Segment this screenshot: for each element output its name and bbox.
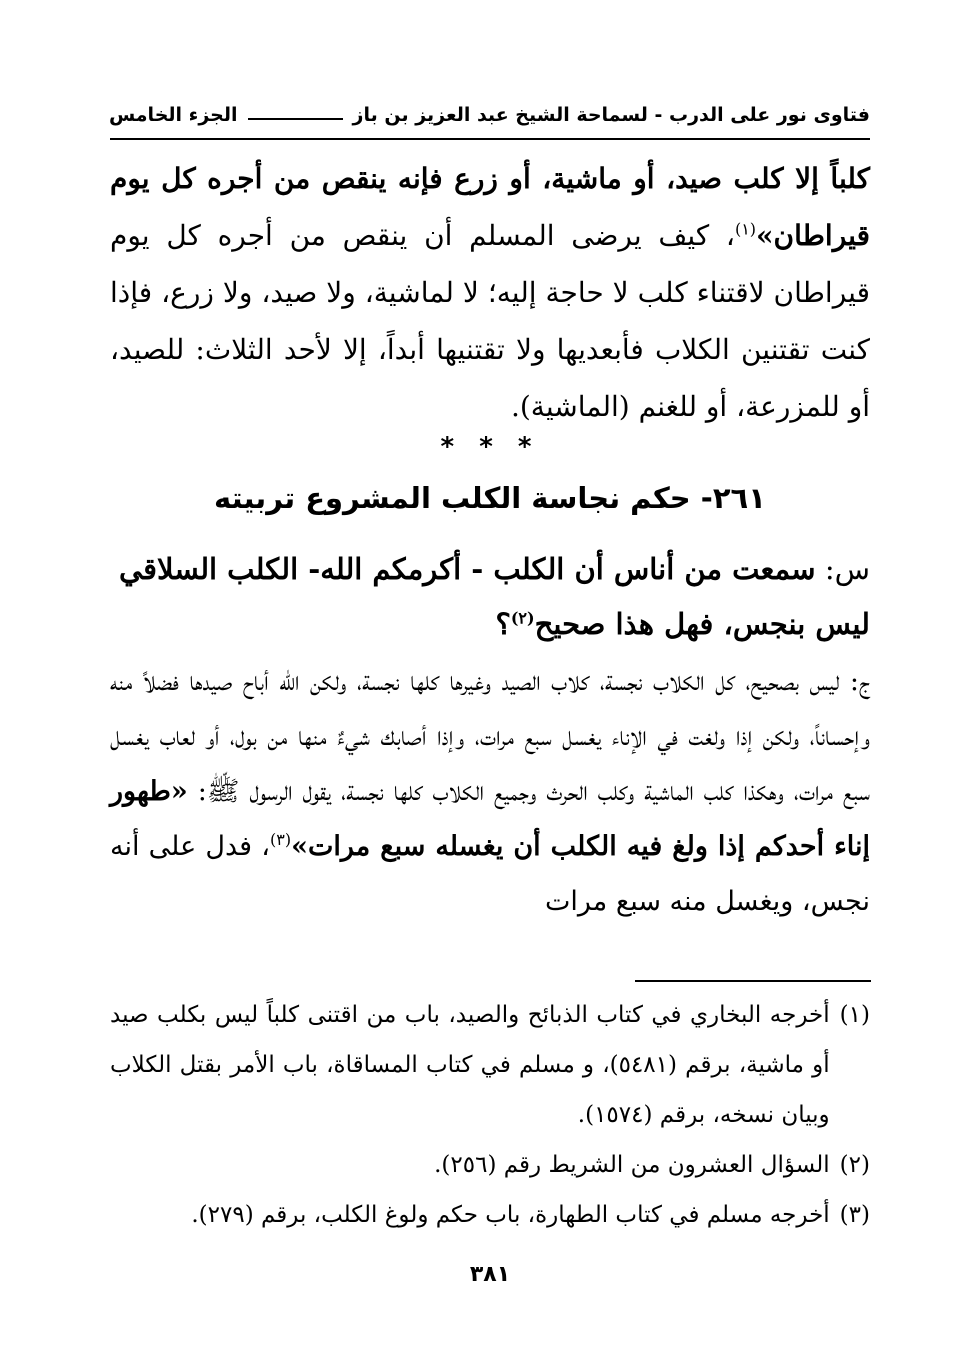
- footnote-mark: (١): [839, 1002, 870, 1028]
- footnote-ref-3: (٣): [269, 830, 292, 849]
- running-header: [110, 95, 870, 135]
- footnote-separator: [635, 980, 871, 982]
- answer-text: ليس بصحيح، كل الكلاب نجسة، كلاب الصيد وغيرها كلها نجسة، ولكن الله أباح صيدها فضلاً منه وإحساناً، ولكن إذا ولغت في الإناء يغسل سبع مرات، وإذا أصابك شيءٌ منها من بول، أو لعاب يغسل سبع مرات، وهكذا كلب الماشية وكلب الحرث وجميع الكلاب كلها نجسة، يقول الرسول ﷺ:: [110, 666, 870, 807]
- answer-text-end: ، فدل على أنه نجس، ويغسل منه سبع مرات: [110, 831, 870, 917]
- page-number: ٣٨١: [469, 1262, 511, 1287]
- header-dash-rule: [248, 118, 343, 120]
- answer-label: ج:: [849, 666, 870, 697]
- footnote-ref-2: (٢): [510, 608, 535, 628]
- question-label: س:: [824, 552, 870, 586]
- footnote-text: أخرجه مسلم في كتاب الطهارة، باب حكم ولوغ الكلب، برقم (٢٧٩).: [191, 1202, 830, 1228]
- footnote-2: [110, 1140, 870, 1190]
- footnote-3: [110, 1190, 870, 1240]
- volume-label: الجزء الخامس: [108, 104, 238, 126]
- question-mark: ؟: [495, 607, 511, 641]
- section-separator: * * *: [440, 432, 540, 462]
- fatwa-heading: ٢٦١- حكم نجاسة الكلب المشروع تربيته: [214, 481, 766, 515]
- question-text: سمعت من أناس أن الكلب - أكرمكم الله- الكلب السلاقي ليس بنجس، فهل هذا صحيح: [118, 552, 870, 641]
- hadith-quote: «طهور إناء أحدكم إذا ولغ فيه الكلب أن يغسله سبع مرات»: [110, 776, 871, 862]
- answer-block: [110, 654, 870, 929]
- footnote-ref-1: (١): [734, 219, 757, 239]
- footnote-text: السؤال العشرون من الشريط رقم (٢٥٦).: [434, 1152, 830, 1178]
- continued-paragraph: [110, 150, 870, 435]
- book-title: فتاوى نور على الدرب - لسماحة الشيخ عبد العزيز بن باز: [352, 104, 870, 126]
- footnote-1: [110, 990, 870, 1140]
- footnote-mark: (٣): [839, 1202, 870, 1228]
- footnotes: [110, 990, 870, 1240]
- paragraph-text: ، كيف يرضى المسلم أن ينقص من أجره كل يوم قيراطان لاقتناء كلب لا حاجة إليه؛ لا لماشية، ولا صيد، ولا زرع، فإذا كنت تقتنين الكلاب فأبعديها ولا تقتنيها أبداً، إلا لأحد الثلاث: للصيد، أو للمزرعة، أو للغنم (الماشية).: [110, 219, 870, 423]
- hadith-quote-continued: كلباً إلا كلب صيد، أو ماشية، أو زرع فإنه ينقص من أجره كل يوم قيراطان»: [110, 162, 870, 252]
- footnote-mark: (٢): [839, 1152, 870, 1178]
- header-rule: [110, 138, 870, 140]
- footnote-text: أخرجه البخاري في كتاب الذبائح والصيد، باب من اقتنى كلباً ليس بكلب صيد أو ماشية، برقم (٥٤٨١)، و مسلم في كتاب المساقاة، باب الأمر بقتل الكلاب وبيان نسخه، برقم (١٥٧٤).: [110, 1002, 830, 1128]
- question-block: [110, 542, 870, 652]
